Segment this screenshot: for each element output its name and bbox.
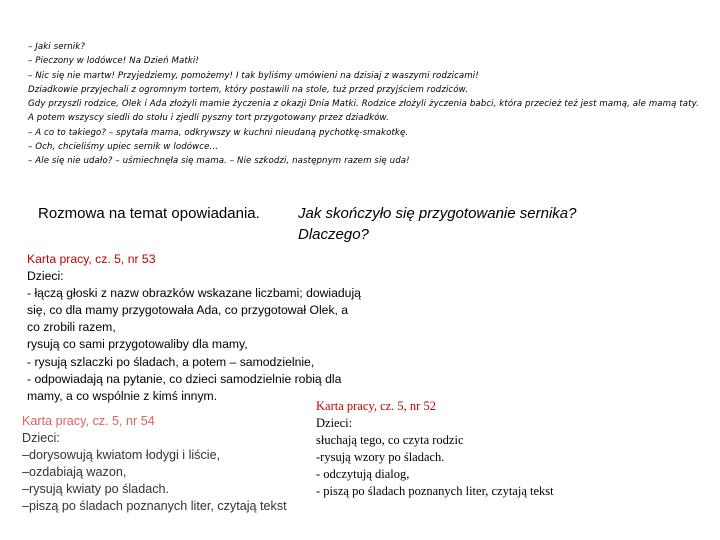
story-line: – Nic się nie martw! Przyjedziemy, pomożemy! I tak byliśmy umówieni na dzisiaj z waszymi rodzicami!	[28, 70, 479, 81]
worksheet-title: Karta pracy, cz. 5, nr 54	[22, 414, 155, 428]
story-line: – Jaki sernik?	[28, 42, 85, 52]
worksheet-line: rysują co sami przygotowaliby dla mamy,	[27, 337, 248, 352]
worksheet-line: –ozdabiają wazon,	[22, 465, 127, 480]
story-line: Gdy przyszli rodzice, Olek i Ada złożyli mamie życzenia z okazji Dnia Matki. Rodzice złożyli życzenia babci, która przecież też jest mamą, ale mamą taty.	[28, 99, 699, 110]
worksheet-54	[22, 413, 302, 516]
worksheet-line: co zrobili razem,	[27, 320, 116, 335]
worksheet-52	[316, 398, 616, 500]
story-line: – Pieczony w lodówce! Na Dzień Matki!	[28, 56, 199, 67]
worksheet-line: Dzieci:	[27, 269, 64, 284]
worksheet-line: - piszą po śladach poznanych liter, czytają tekst	[316, 484, 554, 498]
story-excerpt	[28, 40, 708, 169]
worksheet-line: - odczytują dialog,	[316, 467, 410, 481]
worksheet-line: się, co dla mamy przygotowała Ada, co przygotował Olek, a	[27, 303, 349, 318]
story-line: A potem wszyscy siedli do stołu i zjedli pyszny tort przygotowany przez dziadków.	[28, 113, 389, 124]
worksheet-line: Dzieci:	[316, 416, 353, 430]
story-line: – A co to takiego? – spytała mama, odkrywszy w kuchni nieudaną pychotkę-smakotkę.	[28, 127, 409, 138]
conversation-label: Rozmowa na temat opowiadania.	[38, 205, 260, 222]
worksheet-line: - łączą głoski z nazw obrazków wskazane liczbami; dowiadują	[27, 286, 361, 301]
worksheet-line: –piszą po śladach poznanych liter, czytają tekst	[22, 499, 287, 514]
worksheet-line: - odpowiadają na pytanie, co dzieci samodzielnie robią dla	[27, 371, 342, 386]
story-line: Dziadkowie przyjechali z ogromnym tortem, który postawili na stole, tuż przed przyjściem rodziców.	[28, 84, 469, 95]
story-line: – Och, chcieliśmy upiec sernik w lodówce…	[28, 142, 219, 153]
worksheet-line: mamy, a co wspólnie z kimś innym.	[27, 388, 218, 403]
conversation-question	[298, 203, 628, 245]
worksheet-line: Dzieci:	[22, 431, 60, 446]
question-line: Jak skończyło się przygotowanie sernika?	[298, 205, 577, 222]
worksheet-line: słuchają tego, co czyta rodzic	[316, 433, 464, 447]
story-line: – Ale się nie udało? – uśmiechnęła się mama. – Nie szkodzi, następnym razem się uda!	[28, 156, 410, 167]
worksheet-line: -rysują wzory po śladach.	[316, 450, 445, 464]
worksheet-53	[27, 251, 397, 405]
worksheet-title: Karta pracy, cz. 5, nr 53	[27, 252, 156, 266]
worksheet-line: - rysują szlaczki po śladach, a potem – samodzielnie,	[27, 354, 315, 369]
worksheet-line: –dorysowują kwiatom łodygi i liście,	[22, 448, 221, 463]
worksheet-line: –rysują kwiaty po śladach.	[22, 482, 169, 497]
question-line: Dlaczego?	[298, 226, 369, 243]
worksheet-title: Karta pracy, cz. 5, nr 52	[316, 399, 436, 413]
